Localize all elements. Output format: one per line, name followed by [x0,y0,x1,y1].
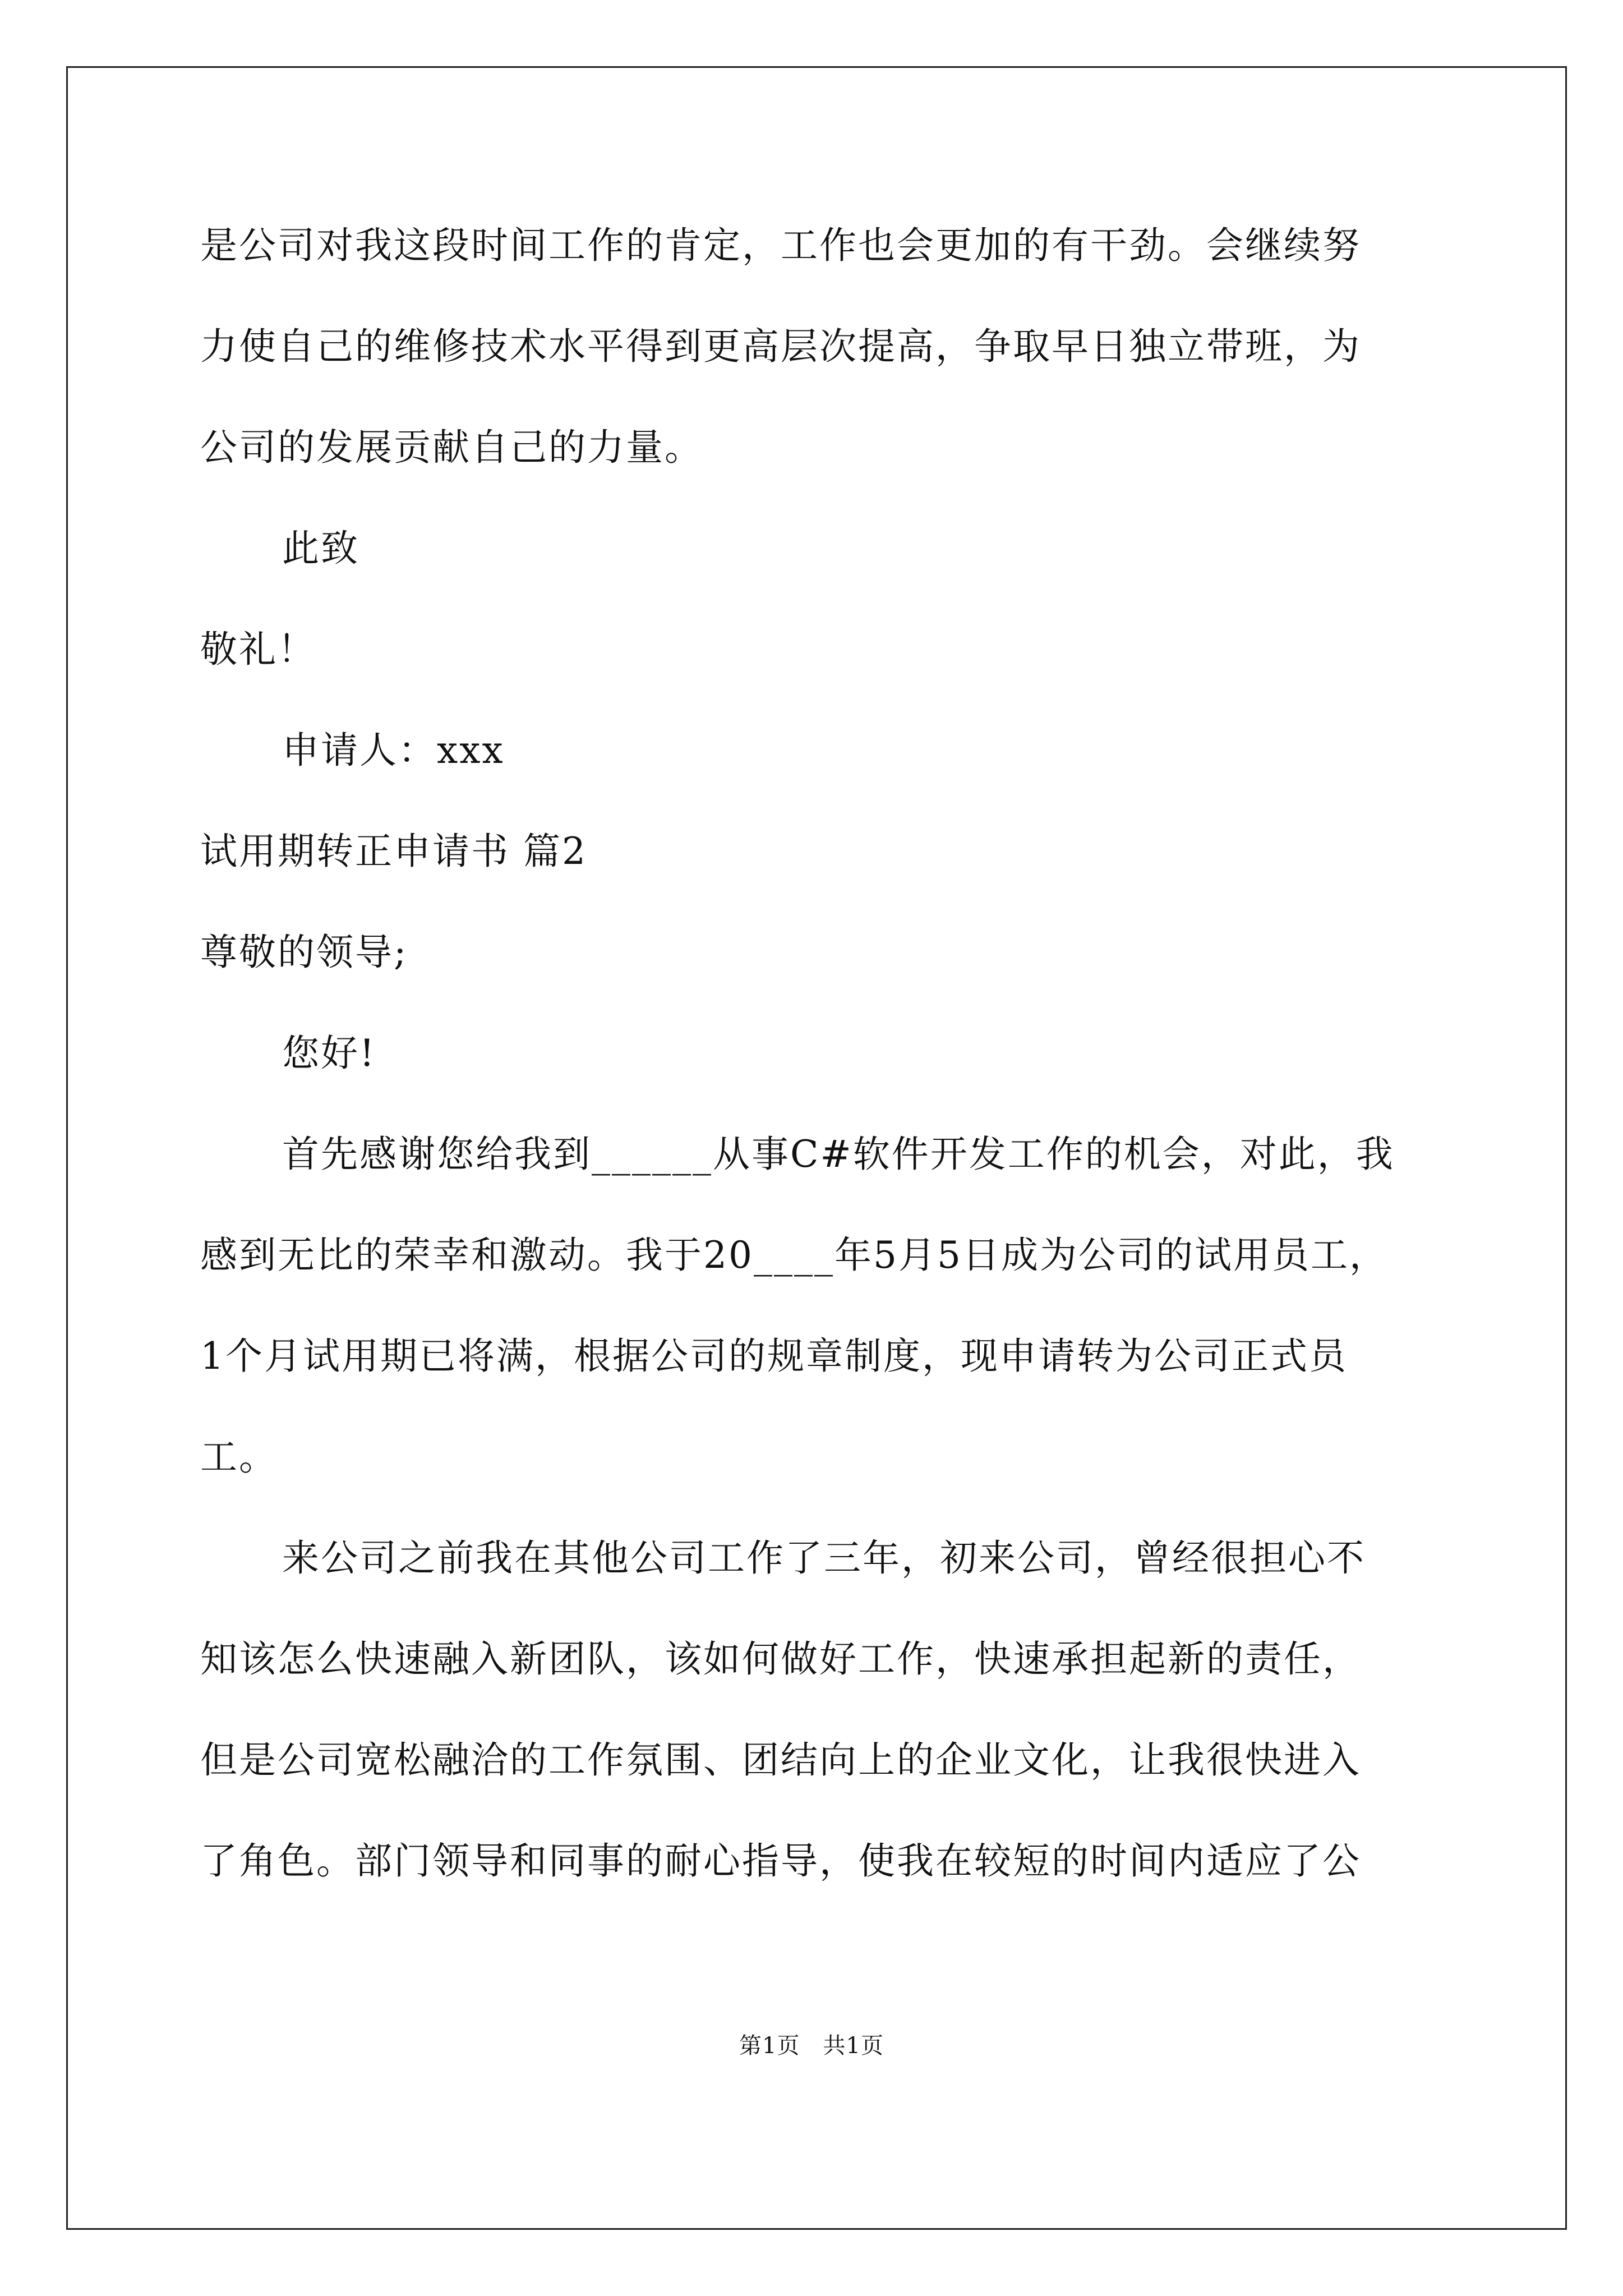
closing-salutation: 此致 [282,527,359,570]
text-line: 是公司对我这段时间工作的肯定，工作也会更加的有干劲。会继续努 [200,224,1361,267]
text-line: 工。 [200,1435,278,1479]
text-line: 公司的发展贡献自己的力量。 [200,426,703,469]
text-line: 1个月试用期已将满，根据公司的规章制度，现申请转为公司正式员 [200,1335,1348,1378]
greeting: 尊敬的领导; [200,931,408,974]
text-line: 感到无比的荣幸和激动。我于20____年5月5日成为公司的试用员工， [200,1234,1388,1277]
applicant-signature: 申请人：xxx [282,729,505,772]
text-line: 了角色。部门领导和同事的耐心指导，使我在较短的时间内适应了公 [200,1839,1361,1883]
greeting-hello: 您好! [282,1032,376,1075]
text-line: 知该怎么快速融入新团队，该如何做好工作，快速承担起新的责任， [200,1637,1361,1681]
closing-regards: 敬礼！ [200,628,316,671]
text-line: 来公司之前我在其他公司工作了三年，初来公司，曾经很担心不 [282,1536,1366,1580]
page-footer: 第1页 共1页 [739,2033,884,2059]
text-line: 力使自己的维修技术水平得到更高层次提高，争取早日独立带班，为 [200,325,1361,368]
text-line: 首先感谢您给我到______从事C#软件开发工作的机会，对此，我 [282,1133,1395,1176]
text-line: 但是公司宽松融洽的工作氛围、团结向上的企业文化，让我很快进入 [200,1738,1361,1782]
section-heading: 试用期转正申请书 篇2 [200,830,587,873]
